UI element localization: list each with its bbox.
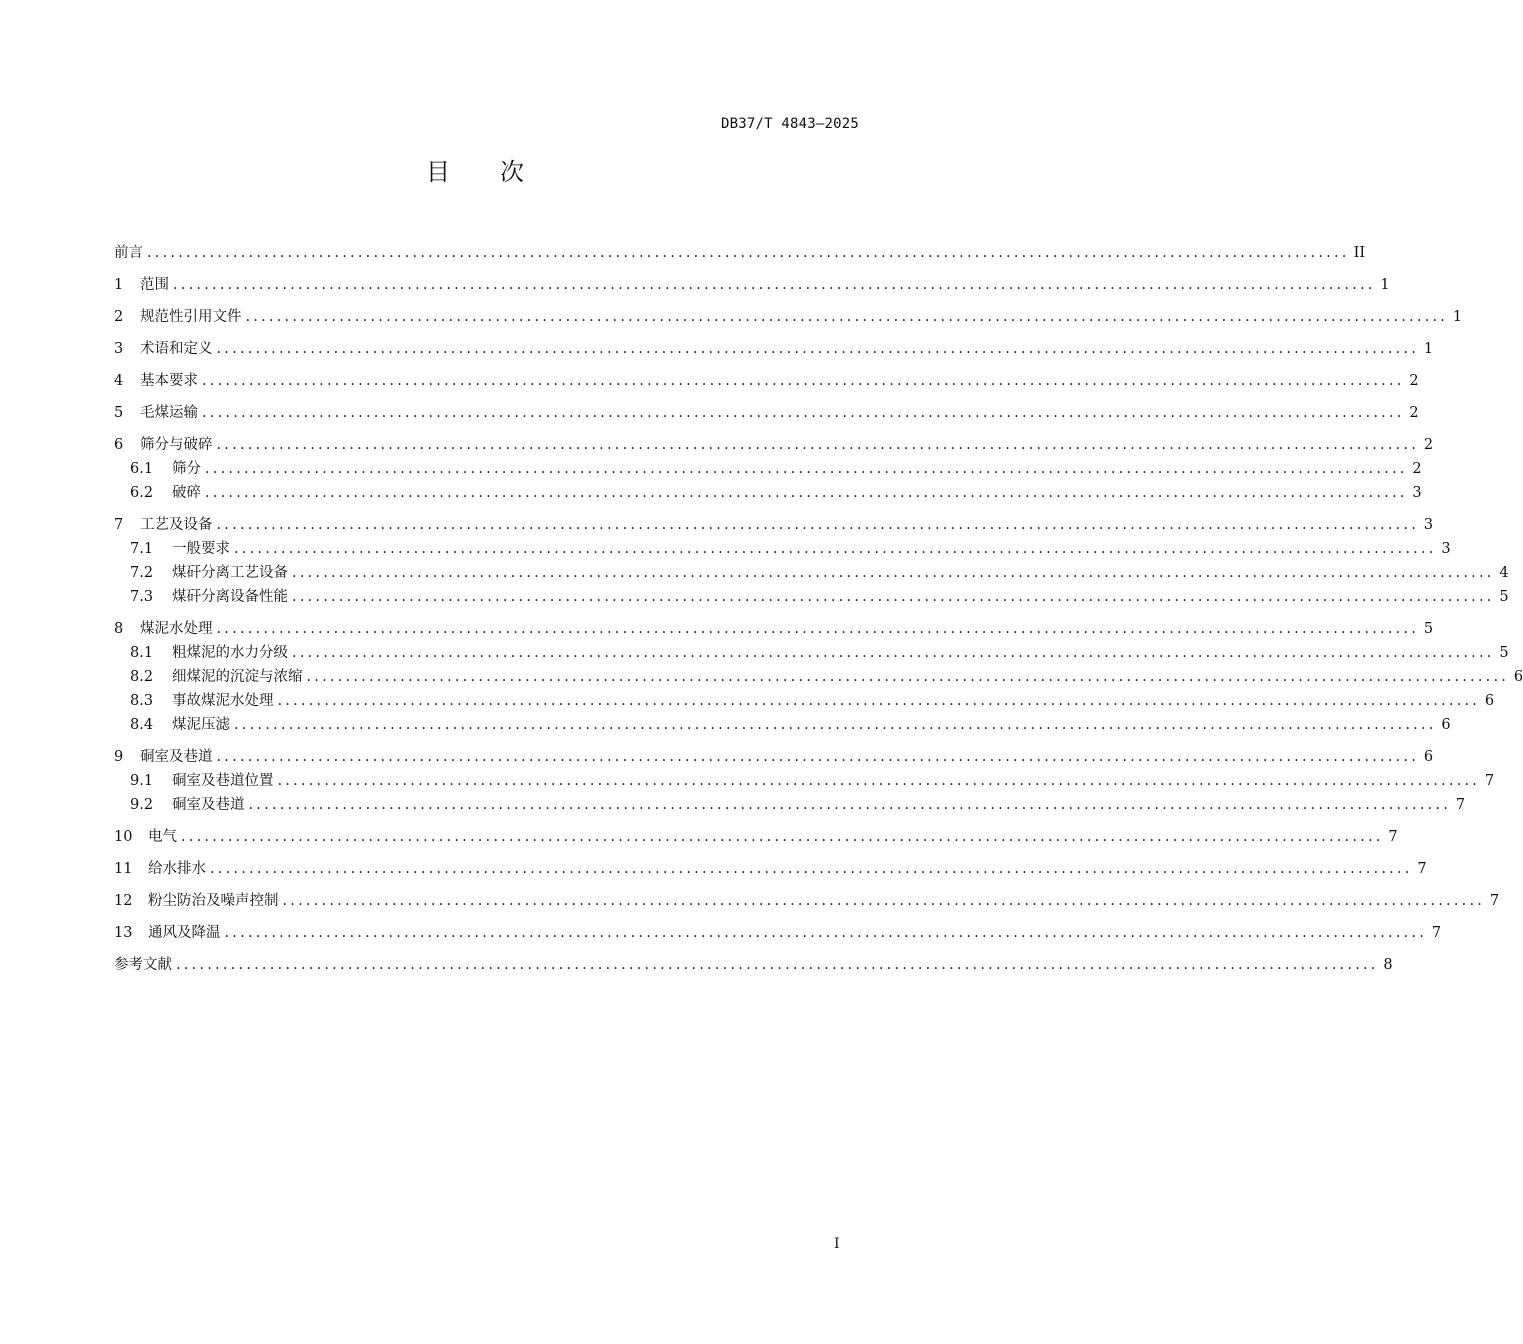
dot-leader: .......................................................................................................................................................... (216, 749, 1420, 765)
toc-number: 13 (114, 925, 133, 941)
toc-label: 粉尘防治及噪声控制 (148, 893, 279, 909)
toc-number: 5 (114, 405, 124, 421)
toc-number: 3 (114, 341, 124, 357)
toc-label: 一般要求 (172, 541, 230, 557)
toc-label: 范围 (140, 277, 169, 293)
dot-leader: .......................................................................................................................................................... (216, 517, 1420, 533)
dot-leader: .......................................................................................................................................................... (210, 861, 1413, 877)
toc-number: 9.1 (130, 773, 154, 789)
toc-page: 6 (1513, 669, 1523, 685)
toc-number: 7.1 (130, 541, 154, 557)
toc-page: 1 (1452, 309, 1463, 325)
toc-label: 细煤泥的沉淀与浓缩 (172, 669, 303, 685)
toc-page: 2 (1423, 437, 1434, 453)
dot-leader: .......................................................................................................................................................... (181, 829, 1384, 845)
toc-number: 12 (114, 893, 133, 909)
toc-page: 2 (1409, 405, 1419, 421)
dot-leader: .......................................................................................................................................................... (282, 893, 1486, 909)
toc-subentry[interactable] (114, 585, 1509, 609)
dot-leader: .......................................................................................................................................................... (292, 589, 1495, 605)
toc-page: 6 (1484, 693, 1495, 709)
toc-number: 6.1 (130, 461, 154, 477)
toc-label: 给水排水 (148, 861, 206, 877)
toc-label: 煤矸分离工艺设备 (172, 565, 288, 581)
toc-number: 6.2 (130, 485, 154, 501)
dot-leader: .......................................................................................................................................................... (205, 485, 1408, 501)
toc-label: 硐室及巷道 (140, 749, 213, 765)
toc-number: 9 (114, 749, 124, 765)
toc-number: 11 (114, 861, 133, 877)
toc-entry[interactable] (114, 369, 1419, 393)
dot-leader: .......................................................................................................................................................... (277, 693, 1481, 709)
toc-number: 1 (114, 277, 124, 293)
dot-leader: .......................................................................................................................................................... (202, 405, 1405, 421)
dot-leader: .......................................................................................................................................................... (176, 957, 1379, 973)
toc-number: 8 (114, 621, 124, 637)
toc-page: 5 (1499, 589, 1509, 605)
toc-page: 3 (1412, 485, 1422, 501)
toc-page: 8 (1383, 957, 1393, 973)
page-number: I (834, 1236, 840, 1252)
toc-entry[interactable] (114, 337, 1434, 361)
toc-page: 7 (1484, 773, 1495, 789)
toc-page: 6 (1423, 749, 1434, 765)
toc-label: 术语和定义 (140, 341, 213, 357)
toc-entry[interactable] (114, 273, 1390, 297)
dot-leader: .......................................................................................................................................................... (216, 341, 1420, 357)
toc-label: 筛分与破碎 (140, 437, 213, 453)
toc-page: 7 (1388, 829, 1398, 845)
toc-label: 筛分 (172, 461, 201, 477)
dot-leader: .......................................................................................................................................................... (245, 309, 1449, 325)
toc-subentry[interactable] (114, 665, 1523, 689)
toc-number: 4 (114, 373, 124, 389)
toc-label: 规范性引用文件 (140, 309, 242, 325)
toc-entry[interactable] (114, 241, 1366, 265)
toc-label: 煤矸分离设备性能 (172, 589, 288, 605)
toc-label: 硐室及巷道 (172, 797, 245, 813)
dot-leader: .......................................................................................................................................................... (173, 277, 1376, 293)
toc-label: 工艺及设备 (140, 517, 213, 533)
toc-page: II (1353, 245, 1366, 261)
dot-leader: .......................................................................................................................................................... (147, 245, 1350, 261)
toc-label: 煤泥压滤 (172, 717, 230, 733)
toc-page: 4 (1499, 565, 1509, 581)
toc-number: 2 (114, 309, 124, 325)
dot-leader: .......................................................................................................................................................... (202, 373, 1405, 389)
toc-subentry[interactable] (114, 689, 1495, 713)
toc-page: 1 (1423, 341, 1434, 357)
toc-number: 7.3 (130, 589, 154, 605)
toc-label: 硐室及巷道位置 (172, 773, 274, 789)
toc-page: 5 (1499, 645, 1509, 661)
dot-leader: .......................................................................................................................................................... (234, 717, 1437, 733)
toc-page: 7 (1417, 861, 1427, 877)
dot-leader: .......................................................................................................................................................... (292, 565, 1495, 581)
dot-leader: .......................................................................................................................................................... (216, 621, 1420, 637)
toc-number: 7.2 (130, 565, 154, 581)
toc-entry[interactable] (114, 401, 1419, 425)
toc-subentry[interactable] (114, 769, 1495, 793)
toc-label: 煤泥水处理 (140, 621, 213, 637)
toc-subentry[interactable] (114, 481, 1422, 505)
toc-number: 9.2 (130, 797, 154, 813)
toc-page: 1 (1380, 277, 1390, 293)
toc-label: 破碎 (172, 485, 201, 501)
toc-subentry[interactable] (114, 561, 1509, 585)
dot-leader: .......................................................................................................................................................... (292, 645, 1495, 661)
toc-page: 5 (1423, 621, 1434, 637)
toc-page: 7 (1431, 925, 1442, 941)
toc-page: 2 (1409, 373, 1419, 389)
toc-number: 8.3 (130, 693, 154, 709)
toc-page: 3 (1423, 517, 1434, 533)
document-id: DB37/T 4843—2025 (720, 116, 859, 132)
table-of-contents (114, 241, 1523, 977)
toc-entry[interactable] (114, 513, 1434, 537)
dot-leader: .......................................................................................................................................................... (234, 541, 1437, 557)
toc-subentry[interactable] (114, 793, 1466, 817)
toc-number: 7 (114, 517, 124, 533)
toc-label: 电气 (148, 829, 177, 845)
toc-entry[interactable] (114, 745, 1434, 769)
dot-leader: .......................................................................................................................................................... (306, 669, 1510, 685)
dot-leader: .......................................................................................................................................................... (277, 773, 1481, 789)
toc-label: 基本要求 (140, 373, 198, 389)
toc-entry[interactable] (114, 305, 1463, 329)
toc-number: 8.1 (130, 645, 154, 661)
toc-number: 8.4 (130, 717, 154, 733)
toc-subentry[interactable] (114, 641, 1509, 665)
toc-subentry[interactable] (114, 713, 1451, 737)
toc-subentry[interactable] (114, 537, 1451, 561)
dot-leader: .......................................................................................................................................................... (224, 925, 1428, 941)
toc-number: 10 (114, 829, 133, 845)
dot-leader: .......................................................................................................................................................... (248, 797, 1452, 813)
toc-subentry[interactable] (114, 457, 1422, 481)
toc-label: 通风及降温 (148, 925, 221, 941)
page-title: 目次 (426, 158, 574, 186)
toc-label: 前言 (114, 245, 143, 261)
toc-page: 2 (1412, 461, 1422, 477)
toc-number: 8.2 (130, 669, 154, 685)
toc-entry[interactable] (114, 953, 1393, 977)
toc-label: 毛煤运输 (140, 405, 198, 421)
dot-leader: .......................................................................................................................................................... (216, 437, 1420, 453)
toc-entry[interactable] (114, 921, 1442, 945)
toc-label: 参考文献 (114, 957, 172, 973)
toc-page: 7 (1489, 893, 1500, 909)
toc-entry[interactable] (114, 857, 1427, 881)
toc-page: 6 (1441, 717, 1451, 733)
toc-page: 7 (1455, 797, 1466, 813)
toc-number: 6 (114, 437, 124, 453)
toc-entry[interactable] (114, 889, 1500, 913)
toc-entry[interactable] (114, 825, 1398, 849)
dot-leader: .......................................................................................................................................................... (205, 461, 1408, 477)
toc-page: 3 (1441, 541, 1451, 557)
toc-label: 粗煤泥的水力分级 (172, 645, 288, 661)
toc-entry[interactable] (114, 433, 1434, 457)
toc-label: 事故煤泥水处理 (172, 693, 274, 709)
toc-entry[interactable] (114, 617, 1434, 641)
